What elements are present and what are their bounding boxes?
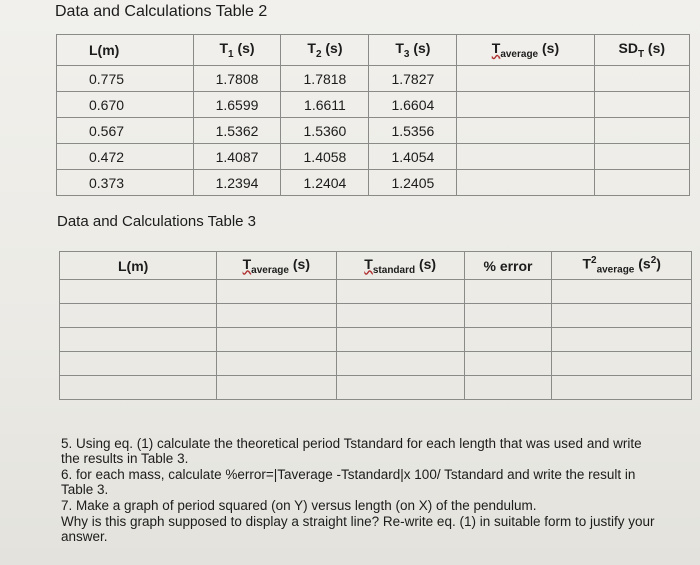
data-table-2 [56, 34, 690, 196]
table-row [60, 352, 692, 376]
table-row [60, 376, 692, 400]
instruction-item-6: 6. for each mass, calculate %error=|Taverage -Tstandard|x 100/ Tstandard and write the result in Table 3. [61, 467, 636, 497]
cell-length: 0.670 [57, 92, 194, 118]
cell-t1: 1.4087 [193, 144, 281, 170]
empty-cell[interactable] [336, 376, 464, 400]
cell-t1: 1.6599 [193, 92, 281, 118]
empty-cell[interactable] [464, 328, 552, 352]
cell-taverage [457, 118, 594, 144]
empty-cell[interactable] [60, 328, 217, 352]
table-row [60, 328, 692, 352]
cell-length: 0.373 [57, 170, 194, 196]
empty-cell[interactable] [336, 328, 464, 352]
cell-sdt [594, 66, 689, 92]
empty-cell[interactable] [60, 304, 217, 328]
empty-cell[interactable] [552, 280, 692, 304]
cell-taverage [457, 170, 594, 196]
table2-header-t1: $T_1$ (s) [193, 35, 281, 66]
empty-cell[interactable] [60, 280, 217, 304]
cell-t3: 1.4054 [369, 144, 457, 170]
cell-length: 0.567 [57, 118, 194, 144]
empty-cell[interactable] [216, 304, 336, 328]
cell-sdt [594, 118, 689, 144]
empty-cell[interactable] [552, 304, 692, 328]
cell-sdt [594, 170, 689, 196]
cell-taverage [457, 66, 594, 92]
table3-header-error: % error [464, 252, 552, 280]
cell-t1: 1.5362 [193, 118, 281, 144]
empty-cell[interactable] [60, 376, 217, 400]
empty-cell[interactable] [336, 352, 464, 376]
empty-cell[interactable] [216, 328, 336, 352]
instruction-item-7: 7. Make a graph of period squared (on Y) versus length (on X) of the pendulum. [61, 498, 537, 513]
table2-header-t2: $T_2$ (s) [281, 35, 369, 66]
cell-t1: 1.2394 [193, 170, 281, 196]
empty-cell[interactable] [336, 280, 464, 304]
empty-cell[interactable] [216, 352, 336, 376]
cell-sdt [594, 92, 689, 118]
table2-title: Data and Calculations Table 2 [55, 3, 268, 20]
table3-header-tstandard: $T_{standard}$ (s) [336, 252, 464, 280]
table-row [60, 304, 692, 328]
cell-t2: 1.5360 [281, 118, 369, 144]
empty-cell[interactable] [336, 304, 464, 328]
cell-t3: 1.2405 [369, 170, 457, 196]
table2-header-sdt: $SD_T$ (s) [594, 35, 689, 66]
table3-title: Data and Calculations Table 3 [57, 213, 257, 230]
empty-cell[interactable] [464, 304, 552, 328]
cell-t3: 1.7827 [369, 66, 457, 92]
empty-cell[interactable] [464, 376, 552, 400]
table2-header-t3: $T_3$ (s) [369, 35, 457, 66]
empty-cell[interactable] [464, 280, 552, 304]
data-table-3 [59, 251, 692, 400]
cell-t2: 1.2404 [281, 170, 369, 196]
table-row [57, 92, 690, 118]
empty-cell[interactable] [552, 328, 692, 352]
table3-header-length: L(m) [60, 252, 217, 280]
table3-header-taverage: $T_{average}$ (s) [216, 252, 336, 280]
instruction-item-5: 5. Using eq. (1) calculate the theoretical period Tstandard for each length that was used and write the results in Table 3. [61, 436, 642, 466]
table-row [60, 280, 692, 304]
empty-cell[interactable] [552, 352, 692, 376]
instruction-item-7-question: Why is this graph supposed to display a straight line? Re-write eq. (1) in suitable form to justify your answer. [61, 514, 655, 544]
table2-header-taverage: $T_{average}$ (s) [457, 35, 594, 66]
cell-taverage [457, 144, 594, 170]
cell-t2: 1.6611 [281, 92, 369, 118]
cell-t1: 1.7808 [193, 66, 281, 92]
table3-header-t2average: $T^2_{average}$ $(s^2)$ [552, 252, 692, 280]
table2-header-row [57, 35, 690, 66]
instructions-block [61, 436, 661, 545]
table-row [57, 144, 690, 170]
empty-cell[interactable] [552, 376, 692, 400]
table-row [57, 118, 690, 144]
cell-t2: 1.4058 [281, 144, 369, 170]
cell-sdt [594, 144, 689, 170]
table-row [57, 66, 690, 92]
empty-cell[interactable] [216, 280, 336, 304]
cell-length: 0.472 [57, 144, 194, 170]
table2-header-length: L(m) [57, 35, 194, 66]
empty-cell[interactable] [464, 352, 552, 376]
table3-header-row [60, 252, 692, 280]
cell-t2: 1.7818 [281, 66, 369, 92]
cell-t3: 1.6604 [369, 92, 457, 118]
cell-taverage [457, 92, 594, 118]
cell-length: 0.775 [57, 66, 194, 92]
empty-cell[interactable] [216, 376, 336, 400]
table-row [57, 170, 690, 196]
empty-cell[interactable] [60, 352, 217, 376]
cell-t3: 1.5356 [369, 118, 457, 144]
